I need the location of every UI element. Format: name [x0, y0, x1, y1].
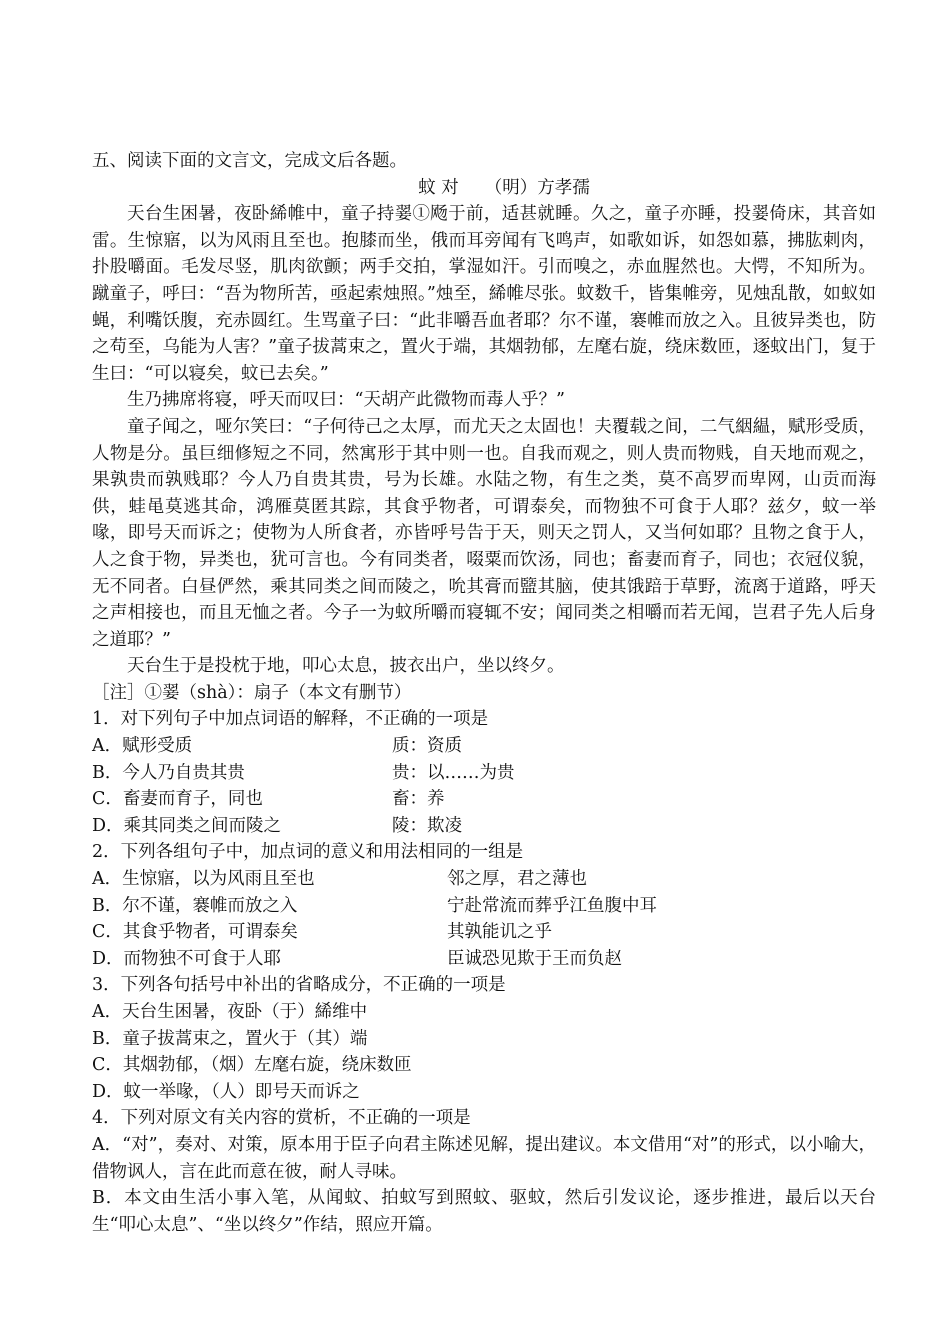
question-option: [92, 893, 876, 920]
question-option: D．蚊一举喙，（人）即号天而诉之: [92, 1081, 360, 1102]
option-compare-sentence: 臣诚恐见欺于王而负赵: [447, 948, 622, 969]
question-option: A．天台生困暑，夜卧（于）絺维中: [92, 1002, 368, 1022]
article-paragraph: 天台生于是投枕于地，叩心太息，披衣出户，坐以终夕。: [127, 656, 565, 677]
option-compare-sentence: 宁赴常流而葬乎江鱼腹中耳: [447, 895, 657, 916]
article-title-line: [92, 175, 876, 202]
question-stem: 4．下列对原文有关内容的赏析，不正确的一项是: [92, 1108, 471, 1129]
article-author: （明）方孝孺: [484, 177, 590, 198]
exam-page: [92, 148, 876, 1238]
option-sentence: B．今人乃自贵其贵: [92, 762, 245, 783]
question-option: B．童子拔蒿束之，置火于（其）端: [92, 1028, 368, 1049]
option-sentence: C．其食乎物者，可谓泰矣: [92, 922, 298, 943]
option-compare-sentence: 邻之厚，君之薄也: [447, 869, 587, 890]
section-heading: 五、阅读下面的文言文，完成文后各题。: [92, 151, 407, 171]
question-option: B．本文由生活小事入笔，从闻蚊、拍蚊写到照蚊、驱蚊，然后引发议论，逐步推进，最后以天台生“叩心太息”、“坐以终夕”作结，照应开篇。: [92, 1188, 876, 1235]
article-paragraph: 生乃拂席将寝，呼天而叹曰：“天胡产此微物而毒人乎？”: [127, 390, 565, 411]
question-option: [92, 786, 876, 813]
question-stem: 3．下列各句括号中补出的省略成分，不正确的一项是: [92, 975, 506, 996]
question-option: [92, 919, 876, 946]
article-paragraph: 天台生困暑，夜卧絺帷中，童子持翣①飏于前，适甚就睡。久之，童子亦睡，投翣倚床，其音如雷。生惊寤，以为风雨且至也。抱膝而坐，俄而耳旁闻有飞鸣声，如歌如诉，如怨如慕，拂肱刺肉，扑股嚼面。毛发尽竖，肌肉欲颤；两手交拍，掌湿如汗。引而嗅之，赤血腥然也。大愕，不知所为。蹴童子，呼曰：“吾为物所苦，亟起索烛照。”烛至，絺帷尽张。蚊数千，皆集帷旁，见烛乱散，如蚁如蝇，利嘴饫腹，充赤圆红。生骂童子曰：“此非嚼吾血者耶？尔不谨，褰帷而放之入。且彼异类也，防之苟至，乌能为人害？”童子拔蒿束之，置火于端，其烟勃郁，左麾右旋，绕床数匝，逐蚊出门，复于生曰：“可以寝矣，蚊已去矣。”: [92, 204, 876, 384]
option-explanation: 畜：养: [392, 789, 445, 810]
question-option: [92, 813, 876, 840]
article-title: 蚊 对: [418, 177, 459, 198]
option-sentence: D．而物独不可食于人耶: [92, 948, 282, 969]
question-option: A．“对”，奏对、对策，原本用于臣子向君主陈述见解，提出建议。本文借用“对”的形式，以小喻大，借物讽人，言在此而意在彼，耐人寻味。: [92, 1134, 876, 1182]
question-stem: 1．对下列句子中加点词语的解释，不正确的一项是: [92, 709, 489, 730]
option-sentence: C．畜妻而育子，同也: [92, 789, 263, 810]
option-explanation: 陵：欺凌: [392, 815, 462, 836]
option-sentence: D．乘其同类之间而陵之: [92, 815, 282, 836]
article-paragraph: 童子闻之，哑尔笑曰：“子何待己之太厚，而尤天之太固也！夫覆载之间，二气絪緼，赋形受质，人物是分。虽巨细修短之不同，然寓形于其中则一也。自我而观之，则人贵而物贱，自天地而观之，果孰贵而孰贱耶？今人乃自贵其贵，号为长雄。水陆之物，有生之类，莫不高罗而卑网，山贡而海供，蛙黾莫逃其命，鸿雁莫匿其踪，其食乎物者，可谓泰矣，而物独不可食于人耶？兹夕，蚊一举喙，即号天而诉之；使物为人所食者，亦皆呼号告于天，则天之罚人，又当何如耶？且物之食于人，人之食于物，异类也，犹可言也。今有同类者，啜粟而饮汤，同也；畜妻而育子，同也；衣冠仪貌，无不同者。白昼俨然，乘其同类之间而陵之，吮其膏而盬其脑，使其饿踣于草野，流离于道路，呼天之声相接也，而且无恤之者。今子一为蚊所嚼而寝辄不安；闻同类之相嚼而若无闻，岂君子先人后身之道耶？”: [92, 416, 876, 650]
question-option: C．其烟勃郁，（烟）左麾右旋，绕床数匝: [92, 1055, 412, 1076]
question-option: [92, 946, 876, 973]
option-sentence: A．生惊寤，以为风雨且至也: [92, 869, 315, 890]
question-stem: 2．下列各组句子中，加点词的意义和用法相同的一组是: [92, 842, 524, 863]
question-option: [92, 760, 876, 787]
option-explanation: 质：资质: [392, 736, 462, 757]
option-sentence: A．赋形受质: [92, 736, 193, 757]
option-compare-sentence: 其孰能讥之乎: [447, 922, 552, 943]
article-note: ［注］①翣（shà）：扇子（本文有删节）: [92, 682, 412, 703]
question-option: [92, 866, 876, 893]
question-option: [92, 733, 876, 760]
option-sentence: B．尔不谨，褰帷而放之入: [92, 895, 298, 916]
option-explanation: 贵：以……为贵: [392, 762, 515, 783]
